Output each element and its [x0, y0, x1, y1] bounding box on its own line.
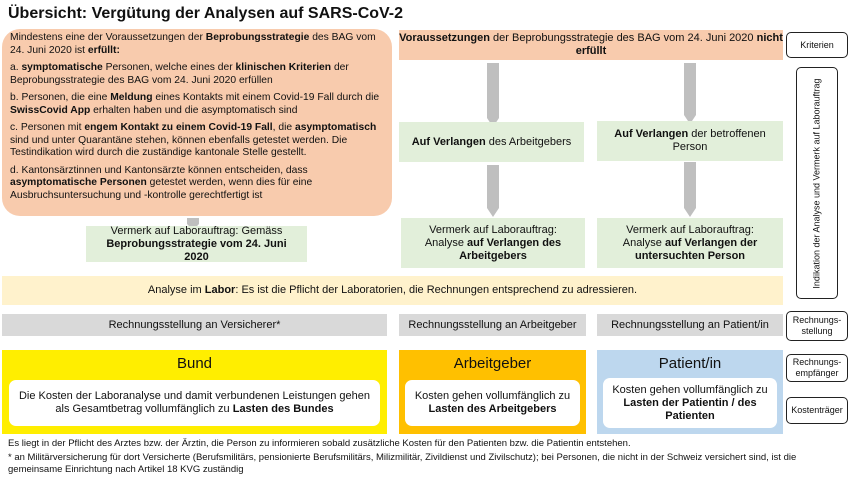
payer-employer-title: Arbeitgeber [453, 355, 532, 372]
billing-insurer-bar: Rechnungsstellung an Versicherer* [2, 314, 387, 336]
billing-employer-bar: Rechnungsstellung an Arbeitgeber [399, 314, 586, 336]
arrow-stem [684, 63, 696, 115]
payer-patient-title: Patient/in [658, 355, 722, 372]
arrow-stem [487, 63, 499, 118]
footnote-info: Es liegt in der Pflicht des Arztes bzw. der Ärztin, die Person zu informieren sobald zusätzliche Kosten für den Patienten bzw. die Patientin entstehen. [8, 438, 631, 449]
criteria-fulfilled-box [2, 29, 392, 216]
arrow-down-icon [487, 208, 499, 217]
criteria-not-fulfilled-box [399, 30, 783, 60]
payer-patient-detail: Kosten gehen vollumfänglich zu Lasten der Patientin / des Patienten [603, 378, 777, 428]
label-kriterien: Kriterien [786, 32, 848, 58]
request-person-box [597, 121, 783, 161]
label-indikation-text: Indikation der Analyse und Vermerk auf Laborauftrag [811, 77, 822, 289]
label-rechnungsempfaenger: Rechnungs-empfänger [786, 354, 848, 382]
payer-federal-title: Bund [176, 355, 213, 372]
billing-patient-bar: Rechnungsstellung an Patient/in [597, 314, 783, 336]
request-employer-box [399, 122, 584, 162]
note-employer-box [401, 218, 585, 268]
payer-employer-box [399, 350, 586, 434]
note-strategy-text: Vermerk auf Laborauftrag: Gemäss Beprobungsstrategie vom 24. Juni 2020 [106, 224, 287, 263]
note-person-text: Vermerk auf Laborauftrag: Analyse auf Verlangen der untersuchten Person [622, 223, 758, 262]
payer-federal-detail: Die Kosten der Laboranalyse und damit verbundenen Leistungen gehen als Gesamtbetrag vollumfänglich zu Lasten des Bundes [9, 380, 380, 426]
note-strategy-box [86, 226, 307, 262]
label-indikation [796, 67, 838, 299]
payer-patient-box [597, 350, 783, 434]
arrow-stem [684, 162, 696, 208]
criterion-d: d. Kantonsärztinnen und Kantonsärzte können entscheiden, dass asymptomatische Personen getestet werden, wenn dies für eine Ausbruchsuntersuchung und -kontrolle gerechtfertigt ist [10, 164, 313, 201]
criterion-c: c. Personen mit engem Kontakt zu einem Covid-19 Fall, die asymptomatisch sind und unter Quarantäne stehen, können ebenfalls getestet werden. Die Testindikation wird durch die zuständige kantonale Stelle gestellt. [10, 122, 377, 158]
request-employer-text: Auf Verlangen des Arbeitgebers [411, 135, 572, 148]
label-kostentraeger: Kostenträger [786, 397, 848, 424]
footnote-insurer: * an Militärversicherung für dort Versicherte (Berufsmilitärs, pensionierte Berufsmilitärs, Milizmilitär, Zivildienst und Zivilschutz); bei Personen, die nicht in der Schweiz versichert sind, ist die gemeinsame Einrichtung nach Artikel 18 KVG zuständig [8, 452, 797, 475]
page-title: Übersicht: Vergütung der Analysen auf SARS-CoV-2 [8, 5, 404, 22]
payer-employer-detail: Kosten gehen vollumfänglich zu Lasten des Arbeitgebers [405, 380, 580, 426]
arrow-stem [487, 165, 499, 208]
note-person-box [597, 218, 783, 268]
label-rechnungsstellung: Rechnungs-stellung [786, 311, 848, 341]
lab-analysis-text: Analyse im Labor: Es ist die Pflicht der Laboratorien, die Rechnungen entsprechend zu adressieren. [147, 284, 638, 296]
note-employer-text: Vermerk auf Laborauftrag: Analyse auf Verlangen des Arbeitgebers [424, 223, 562, 262]
payer-federal-box [2, 350, 387, 434]
criterion-b: b. Personen, die eine Meldung eines Kontakts mit einem Covid-19 Fall durch die SwissCovid App erhalten haben und die asymptomatisch sind [10, 92, 380, 116]
request-person-text: Auf Verlangen der betroffenen Person [614, 128, 766, 153]
criteria-intro: Mindestens eine der Voraussetzungen der Beprobungsstrategie des BAG vom 24. Juni 2020 ist erfüllt: [10, 32, 376, 56]
arrow-down-icon [684, 208, 696, 217]
lab-analysis-bar [2, 276, 783, 305]
criterion-a: a. symptomatische Personen, welche eines der klinischen Kriterien der Beprobungsstrategie des BAG vom 24. Juni 2020 erfüllen [10, 62, 349, 86]
criteria-not-fulfilled-text: Voraussetzungen der Beprobungsstrategie des BAG vom 24. Juni 2020 nicht erfüllt [399, 32, 783, 57]
